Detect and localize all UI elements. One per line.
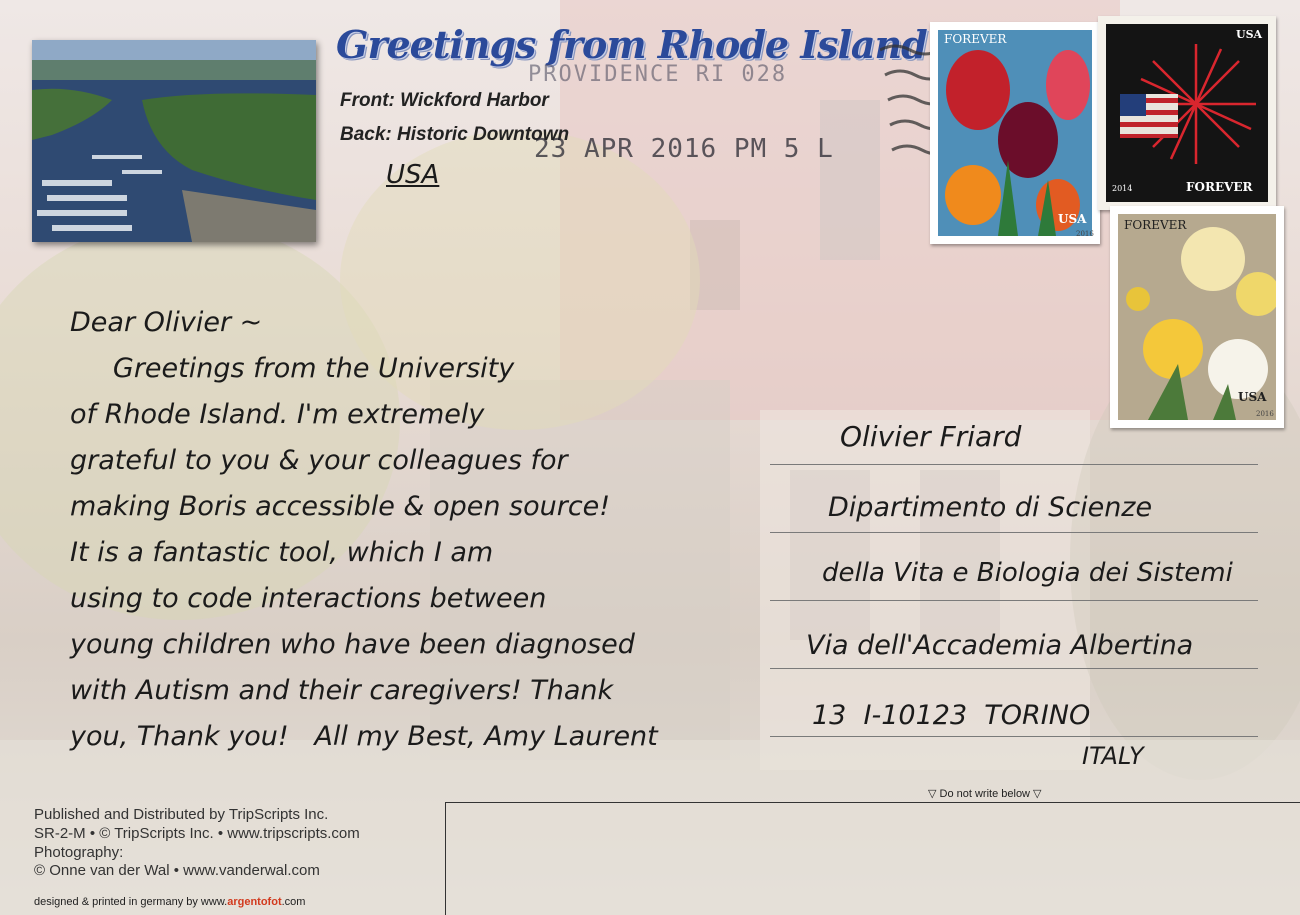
address-rule: [770, 736, 1258, 737]
stamp-2-word: FOREVER: [1186, 180, 1253, 194]
address-line-1: Dipartimento di Scienze: [828, 492, 1153, 523]
stamp-2-year: 2014: [1112, 184, 1133, 193]
fireworks-flag-icon: [1106, 24, 1268, 202]
recipient-name: Olivier Friard: [840, 420, 1022, 453]
address-country: ITALY: [1082, 742, 1144, 770]
back-caption: Back: Historic Downtown: [340, 124, 570, 145]
postmark-city: PROVIDENCE RI 028: [528, 62, 788, 87]
stamp-2-country: USA: [1236, 28, 1263, 41]
printer-suffix: .com: [281, 896, 306, 908]
stamp-1-year: 2016: [1076, 230, 1094, 238]
handwritten-message: [70, 300, 658, 760]
address-rule: [770, 464, 1258, 465]
publisher-line: SR-2-M • © TripScripts Inc. • www.tripscripts.com: [34, 825, 360, 842]
front-caption: Front: Wickford Harbor: [340, 90, 549, 111]
daffodil-stamp: [1110, 206, 1284, 428]
photography-label: Photography:: [34, 844, 124, 861]
printer-prefix: designed & printed in germany by www.: [34, 896, 228, 908]
do-not-write-below-notice: ▽ Do not write below ▽: [928, 788, 1042, 800]
message-line: Dear Olivier ~: [70, 307, 263, 338]
barcode-zone-border: [445, 802, 1300, 803]
message-line: It is a fantastic tool, which I am: [70, 537, 494, 568]
publisher-line: Published and Distributed by TripScripts Inc.: [34, 806, 329, 823]
address-line-4: 13 I-10123 TORINO: [812, 700, 1091, 731]
message-line: making Boris accessible & open source!: [70, 491, 611, 522]
postcard-title: Greetings from Rhode Island: [336, 22, 927, 67]
address-line-2: della Vita e Biologia dei Sistemi: [822, 558, 1233, 588]
stamp-3-word: FOREVER: [1124, 218, 1187, 232]
tulip-flower-icon: [938, 30, 1092, 236]
address-rule: [770, 668, 1258, 669]
message-line: grateful to you & your colleagues for: [70, 445, 568, 476]
postmark-date: 23 APR 2016 PM 5 L: [534, 134, 834, 164]
address-rule: [770, 532, 1258, 533]
wickford-harbor-photo: [32, 40, 316, 242]
message-line: Greetings from the University: [70, 353, 515, 384]
message-line: using to code interactions between: [70, 583, 547, 614]
handwritten-country-note: USA: [386, 160, 440, 190]
tulip-stamp: [930, 22, 1100, 244]
printer-brand: argentofot: [227, 896, 282, 908]
message-line: with Autism and their caregivers! Thank: [70, 675, 614, 706]
address-line-3: Via dell'Accademia Albertina: [806, 630, 1194, 661]
fireworks-stamp: [1098, 16, 1276, 210]
message-signoff: you, Thank you! All my Best, Amy Laurent: [70, 721, 658, 752]
stamp-3-year: 2016: [1256, 410, 1274, 418]
printer-credit: [34, 896, 305, 908]
photographer-credit: © Onne van der Wal • www.vanderwal.com: [34, 862, 320, 879]
message-line: young children who have been diagnosed: [70, 629, 635, 660]
address-rule: [770, 600, 1258, 601]
barcode-zone-border: [445, 802, 446, 915]
stamp-1-country: USA: [1058, 212, 1087, 226]
stamp-1-word: FOREVER: [944, 32, 1007, 46]
stamp-3-country: USA: [1238, 390, 1267, 404]
message-line: of Rhode Island. I'm extremely: [70, 399, 485, 430]
